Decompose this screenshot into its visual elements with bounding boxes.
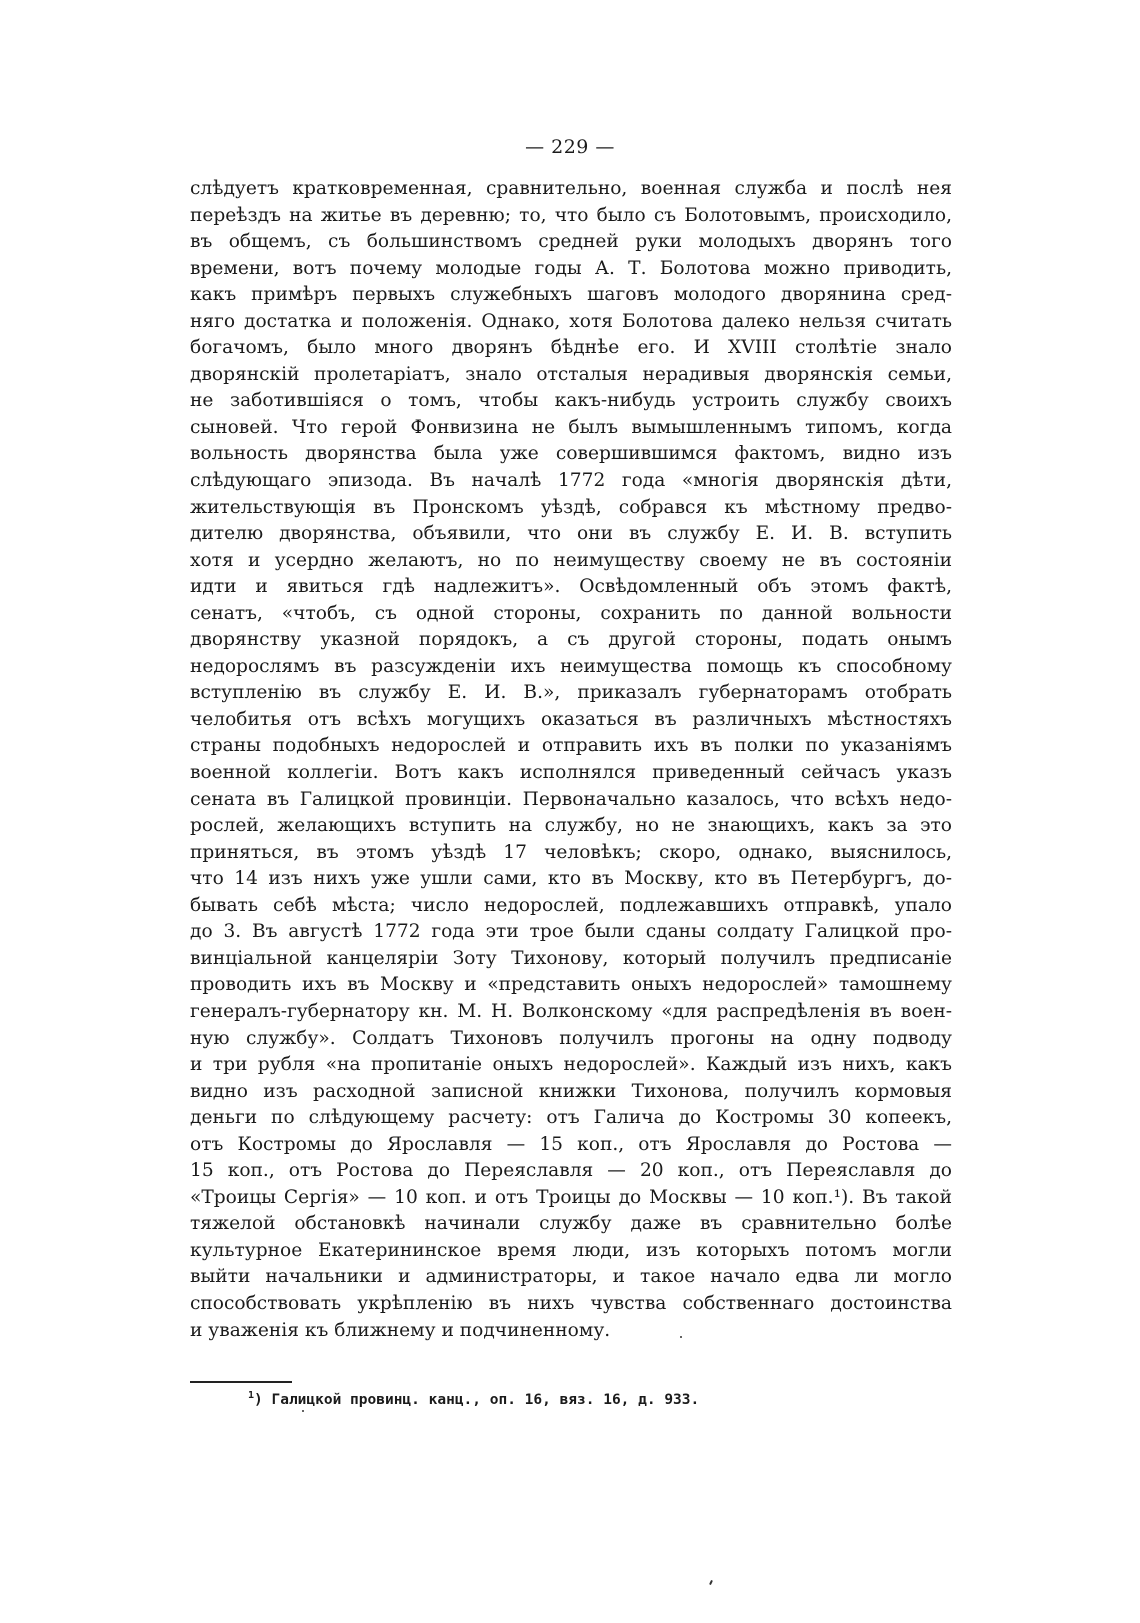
- text-line: военной коллегіи. Вотъ какъ исполнялся приведенный сейчасъ указъ: [190, 762, 952, 784]
- text-line: генералъ-губернатору кн. М. Н. Волконскому «для распредѣленія въ воен-: [190, 1000, 952, 1022]
- text-line: сенатъ, «чтобъ, съ одной стороны, сохранить по данной вольности: [190, 602, 952, 624]
- text-line: вступленію въ службу Е. И. В.», приказалъ губернаторамъ отобрать: [190, 682, 952, 704]
- text-line: тяжелой обстановкѣ начинали службу даже въ сравнительно болѣе: [190, 1213, 952, 1235]
- text-line: до 3. Въ августѣ 1772 года эти трое были сданы солдату Галицкой про-: [190, 921, 952, 943]
- text-line: вольность дворянства была уже совершившимся фактомъ, видно изъ: [190, 443, 952, 465]
- page-number: — 229 —: [525, 136, 615, 158]
- footnote-divider: [190, 1381, 292, 1383]
- text-line: деньги по слѣдующему расчету: отъ Галича до Костромы 30 копеекъ,: [190, 1107, 952, 1129]
- text-line: страны подобныхъ недорослей и отправить ихъ въ полки по указаніямъ: [190, 735, 952, 757]
- text-line: что 14 изъ нихъ уже ушли сами, кто въ Москву, кто въ Петербургъ, до-: [190, 868, 952, 890]
- text-line: «Троицы Сергія» — 10 коп. и отъ Троицы до Москвы — 10 коп.¹). Въ такой: [190, 1186, 952, 1208]
- text-line: хотя и усердно желаютъ, но по неимуществу своему не въ состояніи: [190, 549, 952, 571]
- text-line: винціальной канцеляріи Зоту Тихонову, который получилъ предписаніе: [190, 947, 952, 969]
- text-line: дворянскій пролетаріатъ, знало отсталыя нерадивыя дворянскія семьи,: [190, 363, 952, 385]
- text-line: отъ Костромы до Ярославля — 15 коп., отъ Ярославля до Ростова —: [190, 1133, 952, 1155]
- text-line: дителю дворянства, объявили, что они въ службу Е. И. В. вступить: [190, 523, 952, 545]
- text-line: няго достатка и положенія. Однако, хотя Болотова далеко нельзя считать: [190, 310, 952, 332]
- text-line: 15 коп., отъ Ростова до Переяславля — 20 коп., отъ Переяславля до: [190, 1160, 952, 1182]
- text-line: культурное Екатерининское время люди, изъ которыхъ потомъ могли: [190, 1239, 952, 1261]
- text-line: сената въ Галицкой провинціи. Первоначально казалось, что всѣхъ недо-: [190, 788, 952, 810]
- text-line: недорослямъ въ разсужденіи ихъ неимущества помощь къ способному: [190, 655, 952, 677]
- text-line: рослей, желающихъ вступить на службу, но не знающихъ, какъ за это: [190, 815, 952, 837]
- text-line: идти и явиться гдѣ надлежитъ». Освѣдомленный объ этомъ фактѣ,: [190, 576, 952, 598]
- scan-speck: [709, 1580, 713, 1585]
- scan-speck: [302, 1410, 304, 1412]
- text-line: переѣздъ на житье въ деревню; то, что было съ Болотовымъ, происходило,: [190, 204, 952, 226]
- text-line: дворянству указной порядокъ, а съ другой стороны, подать онымъ: [190, 629, 952, 651]
- text-line: жительствующія въ Пронскомъ уѣздѣ, собрався къ мѣстному предво-: [190, 496, 952, 518]
- text-line: въ общемъ, съ большинствомъ средней руки молодыхъ дворянъ того: [190, 231, 952, 253]
- text-line: и три рубля «на пропитаніе оныхъ недорослей». Каждый изъ нихъ, какъ: [190, 1054, 952, 1076]
- footnote-marker: 1: [248, 1390, 255, 1402]
- text-line: ную службу». Солдатъ Тихоновъ получилъ прогоны на одну подводу: [190, 1027, 952, 1049]
- text-line: выйти начальники и администраторы, и такое начало едва ли могло: [190, 1266, 952, 1288]
- text-line: времени, вотъ почему молодые годы А. Т. Болотова можно приводить,: [190, 257, 952, 279]
- text-line: челобитья отъ всѣхъ могущихъ оказаться въ различныхъ мѣстностяхъ: [190, 708, 952, 730]
- text-line: бывать себѣ мѣста; число недорослей, подлежавшихъ отправкѣ, упало: [190, 894, 952, 916]
- scan-speck: [680, 1336, 682, 1338]
- text-line: слѣдуетъ кратковременная, сравнительно, военная служба и послѣ нея: [190, 178, 952, 199]
- text-line: богачомъ, было много дворянъ бѣднѣе его. И XVIII столѣтіе знало: [190, 337, 952, 359]
- body-text: [190, 176, 952, 1344]
- footnote: [248, 1392, 699, 1408]
- text-line: слѣдующаго эпизода. Въ началѣ 1772 года «многія дворянскія дѣти,: [190, 470, 952, 492]
- text-line: и уваженія къ ближнему и подчиненному.: [190, 1319, 611, 1341]
- text-line: какъ примѣръ первыхъ служебныхъ шаговъ молодого дворянина сред-: [190, 284, 952, 306]
- footnote-text: ) Галицкой провинц. канц., оп. 16, вяз. 16, д. 933.: [254, 1392, 700, 1408]
- text-line: не заботившіяся о томъ, чтобы какъ-нибудь устроить службу своихъ: [190, 390, 952, 412]
- text-line: сыновей. Что герой Фонвизина не былъ вымышленнымъ типомъ, когда: [190, 416, 952, 438]
- text-line: проводить ихъ въ Москву и «представить оныхъ недорослей» тамошнему: [190, 974, 952, 996]
- text-line: видно изъ расходной записной книжки Тихонова, получилъ кормовыя: [190, 1080, 952, 1102]
- text-line: способствовать укрѣпленію въ нихъ чувства собственнаго достоинства: [190, 1292, 952, 1314]
- text-line: приняться, въ этомъ уѣздѣ 17 человѣкъ; скоро, однако, выяснилось,: [190, 841, 952, 863]
